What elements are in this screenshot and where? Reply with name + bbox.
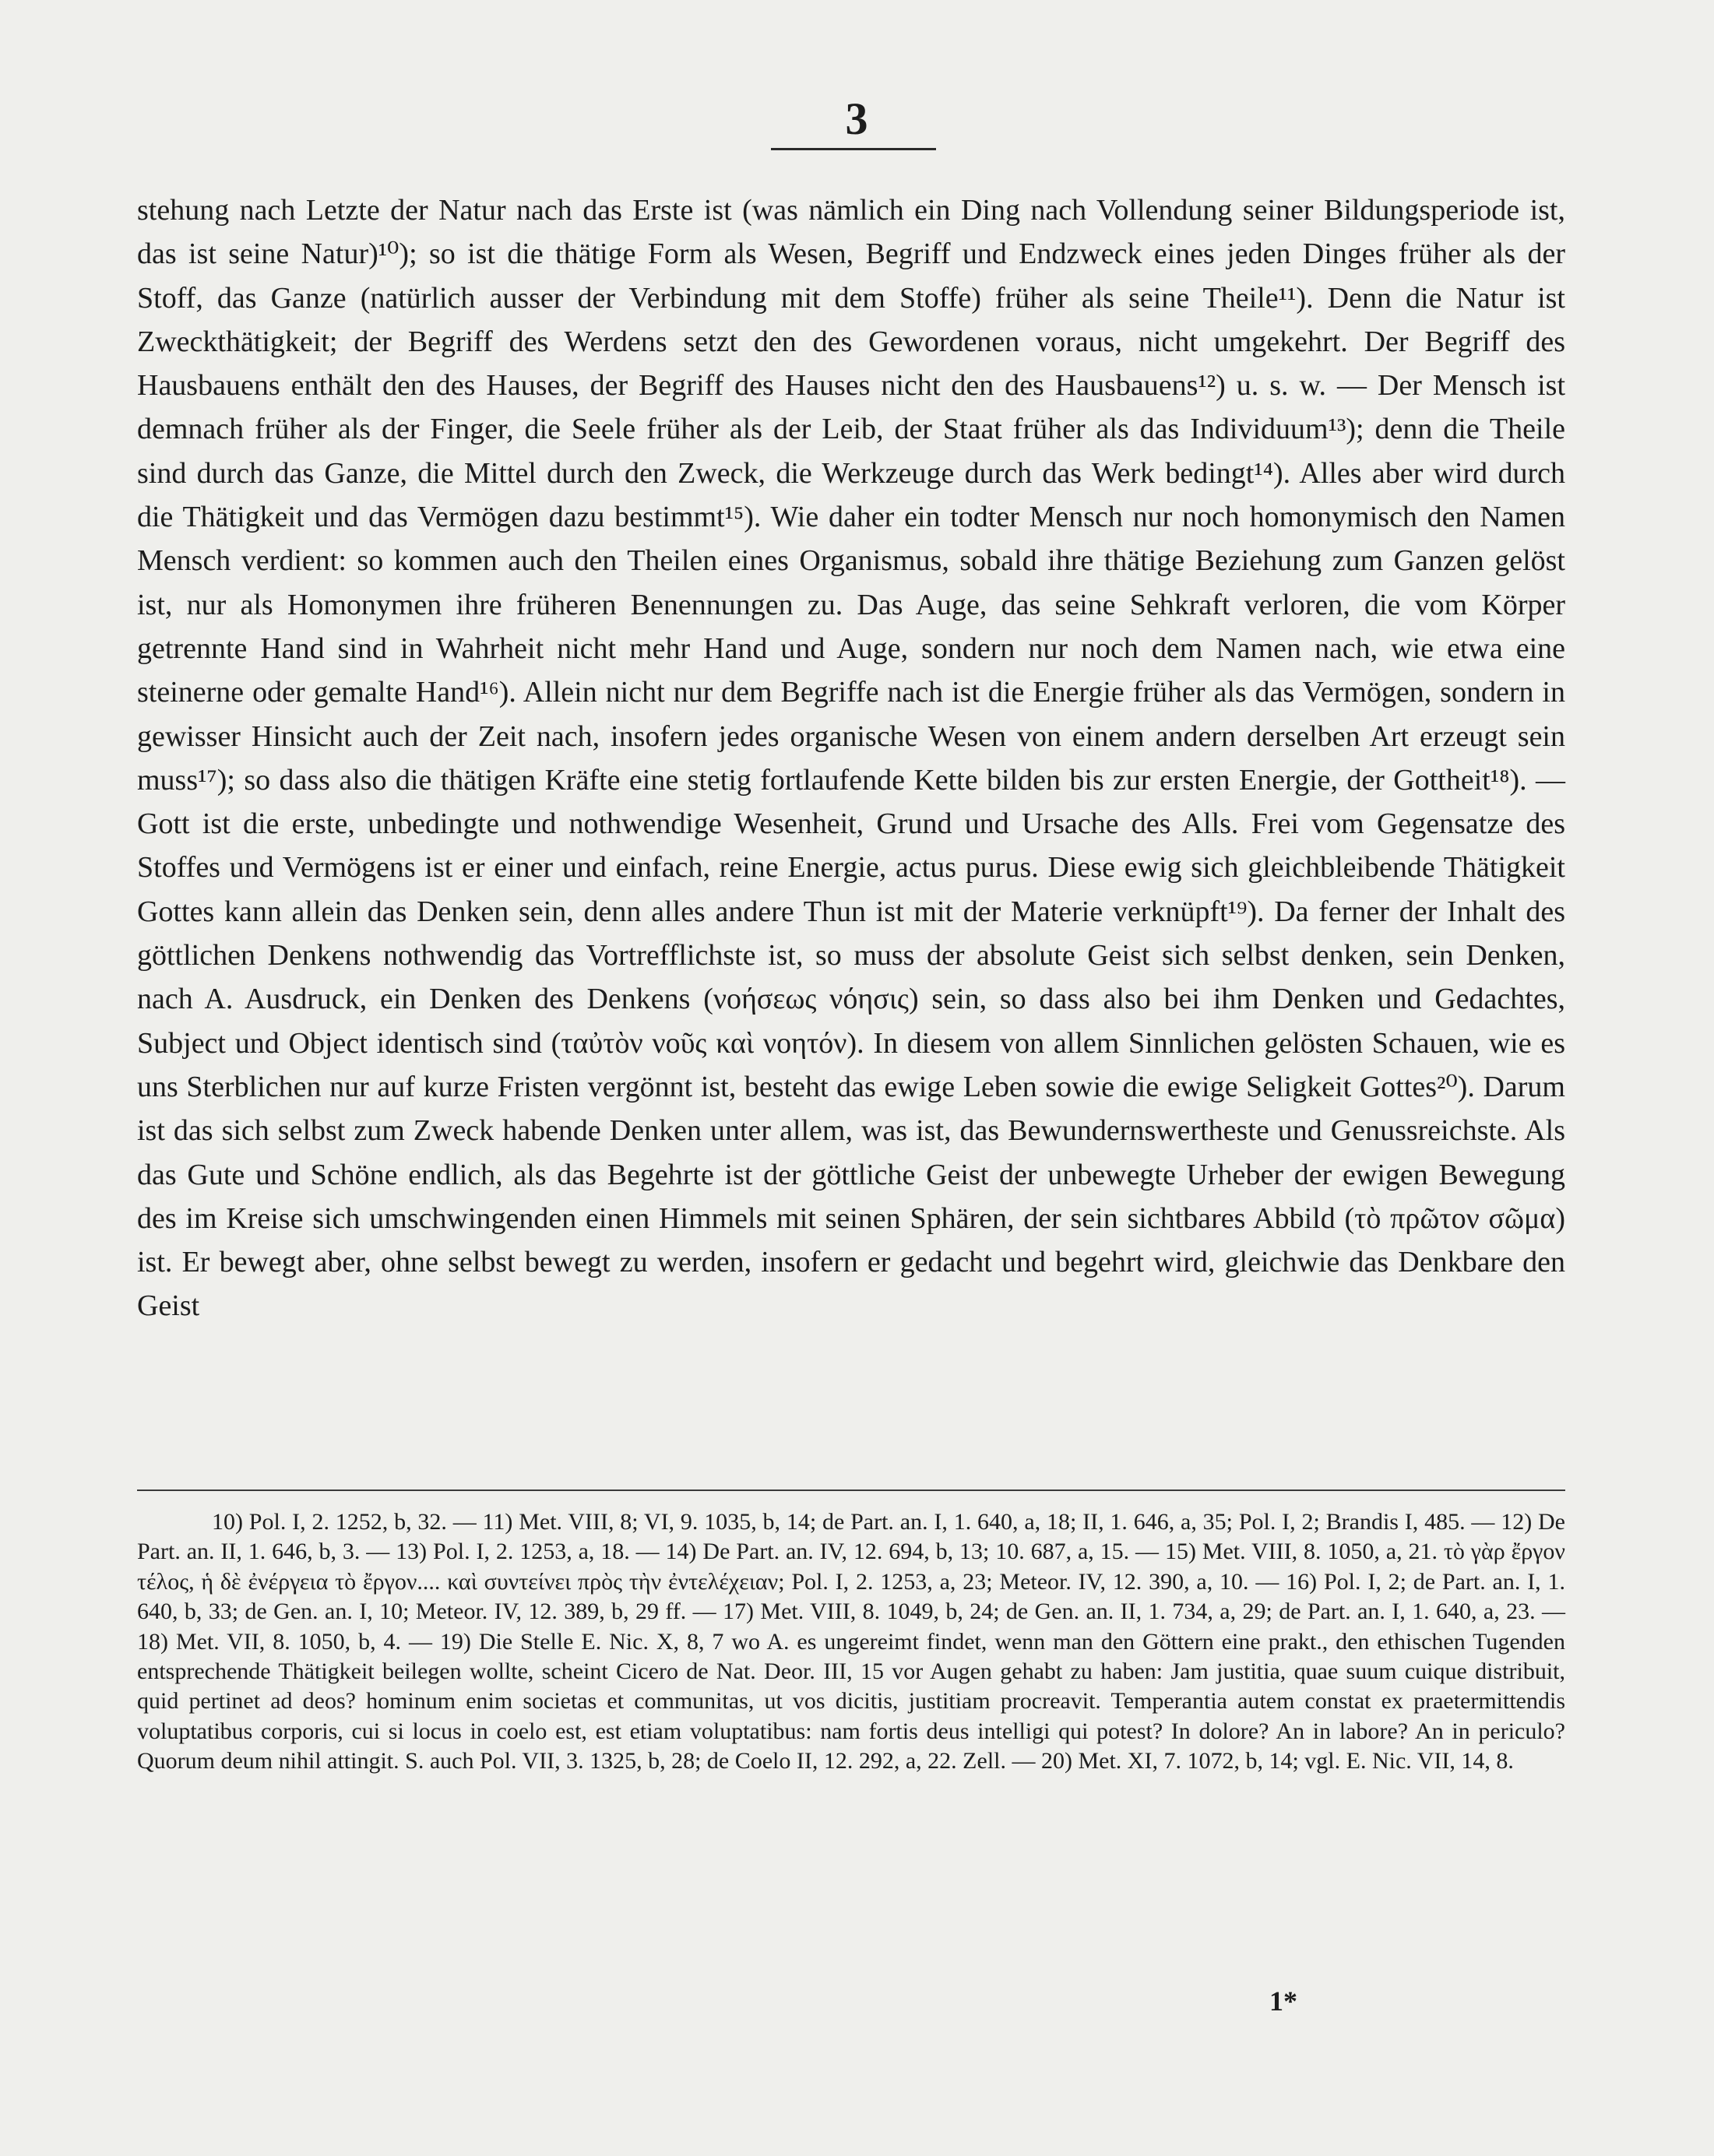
page-number: 3 [845,93,869,144]
footnotes-text: 10) Pol. I, 2. 1252, b, 32. — 11) Met. VIII, 8; VI, 9. 1035, b, 14; de Part. an. I, 1. 640, a, 18; II, 1. 646, a, 35; Pol. I, 2; Brandis I, 485. — 12) De Part. an. II, 1. 646, b, 3. — 13) Pol. I, 2. 1253, a, 18. — 14) De Part. an. IV, 12. 694, b, 13; 10. 687, a, 15. — 15) Met. VIII, 8. 1050, a, 21. τὸ γὰρ ἔργον τέλος, ἡ δὲ ἐνέργεια τὸ ἔργον.... καὶ συντείνει πρὸς τὴν ἐντελέχειαν; Pol. I, 2. 1253, a, 23; Meteor. IV, 12. 390, a, 10. — 16) Pol. I, 2; de Part. an. I, 1. 640, b, 33; de Gen. an. I, 10; Meteor. IV, 12. 389, b, 29 ff. — 17) Met. VIII, 8. 1049, b, 24; de Gen. an. II, 1. 734, a, 29; de Part. an. I, 1. 640, a, 23. — 18) Met. VII, 8. 1050, b, 4. — 19) Die Stelle E. Nic. X, 8, 7 wo A. es ungereimt findet, wenn man den Göttern eine prakt., den ethischen Tugenden entsprechende Thätigkeit beilegen wollte, scheint Cicero de Nat. Deor. III, 15 vor Augen gehabt zu haben: Jam justitia, quae suum cuique distribuit, quid pertinet ad deos? hominum enim societas et communitas, ut vos dicitis, justitiam procreavit. Temperantia autem constat ex praetermittendis voluptatibus corporis, cui si locus in coelo est, est etiam voluptatibus: nam fortis deus intelligi qui potest? In dolore? An in labore? An in periculo? Quorum deum nihil attingit. S. auch Pol. VII, 3. 1325, b, 28; de Coelo II, 12. 292, a, 22. Zell. — 20) Met. XI, 7. 1072, b, 14; vgl. E. Nic. VII, 14, 8. [137,1509,1565,1774]
page-number-rule [771,148,936,150]
footnote-separator [137,1490,1565,1491]
signature-mark: 1* [1269,1985,1297,2017]
main-body-text: stehung nach Letzte der Natur nach das Erste ist (was nämlich ein Ding nach Vollendung seiner Bildungsperiode ist, das ist seine Natur)¹⁰); so ist die thätige Form als Wesen, Begriff und Endzweck eines jeden Dinges früher als der Stoff, das Ganze (natürlich ausser der Verbindung mit dem Stoffe) früher als seine Theile¹¹). Denn die Natur ist Zweckthätigkeit; der Begriff des Werdens setzt den des Gewordenen voraus, nicht umgekehrt. Der Begriff des Hausbauens enthält den des Hauses, der Begriff des Hauses nicht den des Hausbauens¹²) u. s. w. — Der Mensch ist demnach früher als der Finger, die Seele früher als der Leib, der Staat früher als das Individuum¹³); denn die Theile sind durch das Ganze, die Mittel durch den Zweck, die Werkzeuge durch das Werk bedingt¹⁴). Alles aber wird durch die Thätigkeit und das Vermögen dazu bestimmt¹⁵). Wie daher ein todter Mensch nur noch homonymisch den Namen Mensch verdient: so kommen auch den Theilen eines Organismus, sobald ihre thätige Beziehung zum Ganzen gelöst ist, nur als Homonymen ihre früheren Benennungen zu. Das Auge, das seine Sehkraft verloren, die vom Körper getrennte Hand sind in Wahrheit nicht mehr Hand und Auge, sondern nur noch dem Namen nach, wie etwa eine steinerne oder gemalte Hand¹⁶). Allein nicht nur dem Begriffe nach ist die Energie früher als das Vermögen, sondern in gewisser Hinsicht auch der Zeit nach, insofern jedes organische Wesen von einem andern derselben Art erzeugt sein muss¹⁷); so dass also die thätigen Kräfte eine stetig fortlaufende Kette bilden bis zur ersten Energie, der Gottheit¹⁸). — Gott ist die erste, unbedingte und nothwendige Wesenheit, Grund und Ursache des Alls. Frei vom Gegensatze des Stoffes und Vermögens ist er einer und einfach, reine Energie, actus purus. Diese ewig sich gleichbleibende Thätigkeit Gottes kann allein das Denken sein, denn alles andere Thun ist mit der Materie verknüpft¹⁹). Da ferner der Inhalt des göttlichen Denkens nothwendig das Vortrefflichste ist, so muss der absolute Geist sich selbst denken, sein Denken, nach A. Ausdruck, ein Denken des Denkens (νοήσεως νόησις) sein, so dass also bei ihm Denken und Gedachtes, Subject und Object identisch sind (ταὐτὸν νοῦς καὶ νοητόν). In diesem von allem Sinnlichen gelösten Schauen, wie es uns Sterblichen nur auf kurze Fristen vergönnt ist, besteht das ewige Leben sowie die ewige Seligkeit Gottes²⁰). Darum ist das sich selbst zum Zweck habende Denken unter allem, was ist, das Bewundernswertheste und Genussreichste. Als das Gute und Schöne endlich, als das Begehrte ist der göttliche Geist der unbewegte Urheber der ewigen Bewegung des im Kreise sich umschwingenden einen Himmels mit seinen Sphären, der sein sichtbares Abbild (τὸ πρῶτον σῶμα) ist. Er bewegt aber, ohne selbst bewegt zu werden, insofern er gedacht und begehrt wird, gleichwie das Denkbare den Geist [137,194,1565,1323]
